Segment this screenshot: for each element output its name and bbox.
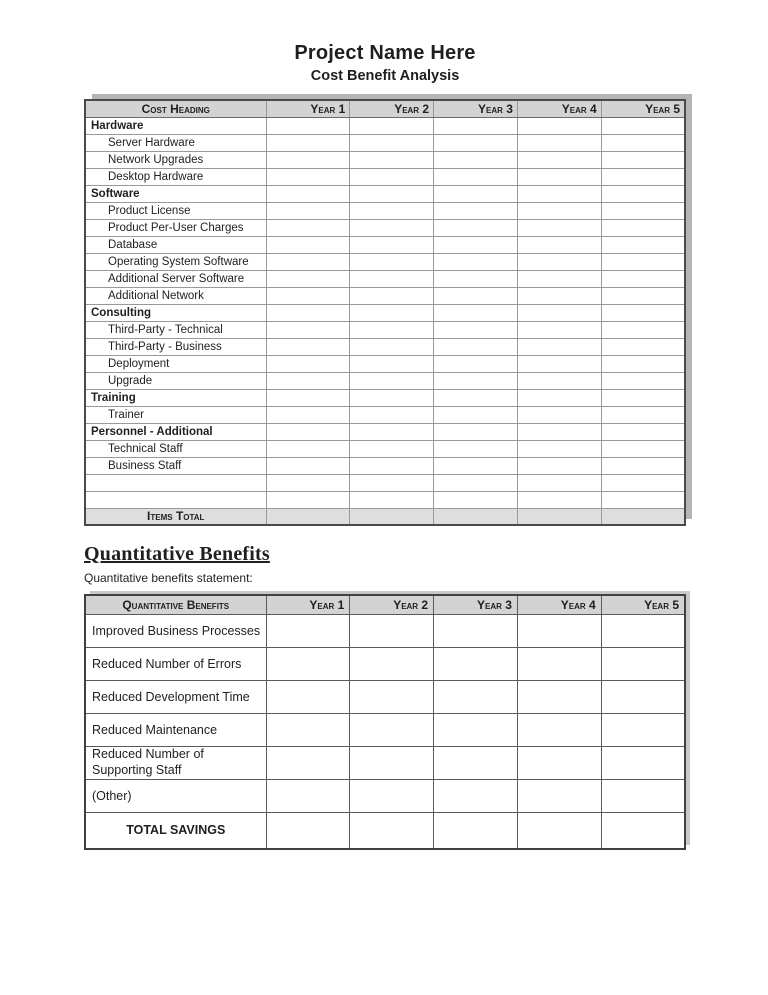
cost-table (84, 99, 686, 526)
year-cell (434, 423, 518, 440)
table-row (85, 338, 685, 355)
year-cell (517, 219, 601, 236)
table-row-blank (85, 474, 685, 491)
year-cell (350, 680, 434, 713)
year-cell (601, 151, 685, 168)
table-row (85, 304, 685, 321)
year-cell (601, 491, 685, 508)
year-cell (601, 185, 685, 202)
table-row (85, 440, 685, 457)
year-cell (517, 253, 601, 270)
year-cell (601, 457, 685, 474)
benefit-row-label: Reduced Development Time (85, 680, 266, 713)
table-row (85, 270, 685, 287)
year-cell (517, 680, 601, 713)
year-cell (601, 614, 685, 647)
year-cell (350, 202, 434, 219)
cost-row-label: Upgrade (85, 372, 266, 389)
year-cell (601, 474, 685, 491)
year-cell (266, 779, 350, 812)
year-cell (266, 647, 350, 680)
table-row (85, 321, 685, 338)
cost-row-label: Desktop Hardware (85, 168, 266, 185)
table-row (85, 151, 685, 168)
cost-row-label: Business Staff (85, 457, 266, 474)
year-cell (434, 779, 518, 812)
year-cell (266, 372, 350, 389)
year-cell (601, 812, 685, 849)
year-cell (601, 508, 685, 525)
year-cell (601, 680, 685, 713)
year-cell (350, 474, 434, 491)
year-cell (434, 117, 518, 134)
year-cell (517, 151, 601, 168)
year-cell (350, 440, 434, 457)
year-cell (434, 304, 518, 321)
year-cell (350, 270, 434, 287)
year-cell (266, 406, 350, 423)
year-cell (266, 321, 350, 338)
year-cell (434, 270, 518, 287)
year-cell (601, 321, 685, 338)
year-cell (434, 713, 518, 746)
year-cell (434, 647, 518, 680)
year-cell (517, 321, 601, 338)
year-cell (434, 614, 518, 647)
year-cell (517, 812, 601, 849)
year-cell (434, 287, 518, 304)
year-cell (266, 287, 350, 304)
table-row (85, 457, 685, 474)
table-row (85, 168, 685, 185)
total-savings-row (85, 812, 685, 849)
cost-row-label: Product License (85, 202, 266, 219)
year-cell (266, 713, 350, 746)
total-savings-label: TOTAL SAVINGS (85, 812, 266, 849)
year-cell (517, 134, 601, 151)
year-cell (434, 236, 518, 253)
year-cell (601, 372, 685, 389)
year-cell (517, 713, 601, 746)
year-cell (350, 236, 434, 253)
year-cell (266, 440, 350, 457)
year-cell (350, 647, 434, 680)
cost-row-label: Training (85, 389, 266, 406)
year-cell (350, 185, 434, 202)
year-cell (517, 779, 601, 812)
year-cell (517, 185, 601, 202)
year-cell (601, 168, 685, 185)
year-cell (434, 202, 518, 219)
year-cell (266, 253, 350, 270)
year-cell (601, 423, 685, 440)
year-cell (517, 304, 601, 321)
cost-row-label: Third-Party - Business (85, 338, 266, 355)
cost-row-label: Server Hardware (85, 134, 266, 151)
year-1-header: Year 1 (266, 100, 350, 117)
year-cell (350, 614, 434, 647)
year-4-header: Year 4 (517, 595, 601, 614)
year-4-header: Year 4 (517, 100, 601, 117)
year-cell (517, 423, 601, 440)
year-cell (266, 270, 350, 287)
year-cell (350, 746, 434, 779)
year-cell (517, 270, 601, 287)
year-cell (350, 372, 434, 389)
table-row (85, 746, 685, 779)
year-cell (517, 508, 601, 525)
year-cell (350, 491, 434, 508)
year-cell (266, 236, 350, 253)
page-subtitle: Cost Benefit Analysis (310, 68, 460, 84)
year-cell (601, 746, 685, 779)
year-cell (601, 270, 685, 287)
table-row (85, 779, 685, 812)
table-row (85, 134, 685, 151)
year-cell (434, 746, 518, 779)
year-cell (601, 440, 685, 457)
table-row (85, 647, 685, 680)
year-1-header: Year 1 (266, 595, 350, 614)
cost-row-label: Personnel - Additional (85, 423, 266, 440)
year-cell (434, 219, 518, 236)
year-cell (434, 168, 518, 185)
year-cell (266, 474, 350, 491)
benefits-section-heading: Quantitative Benefits (84, 543, 270, 565)
year-cell (350, 338, 434, 355)
cost-row-label (85, 491, 266, 508)
year-5-header: Year 5 (601, 595, 685, 614)
year-cell (266, 117, 350, 134)
year-5-header: Year 5 (601, 100, 685, 117)
table-row-blank (85, 491, 685, 508)
year-cell (434, 508, 518, 525)
year-cell (266, 423, 350, 440)
year-cell (601, 219, 685, 236)
year-cell (517, 389, 601, 406)
cost-row-label: Third-Party - Technical (85, 321, 266, 338)
cost-row-label: Trainer (85, 406, 266, 423)
year-cell (434, 185, 518, 202)
year-cell (266, 457, 350, 474)
year-cell (350, 287, 434, 304)
year-cell (266, 812, 350, 849)
benefit-row-label: Improved Business Processes (85, 614, 266, 647)
year-cell (434, 338, 518, 355)
year-cell (517, 287, 601, 304)
benefits-heading-header: Quantitative Benefits (85, 595, 266, 614)
year-cell (266, 185, 350, 202)
table-row (85, 713, 685, 746)
year-cell (517, 372, 601, 389)
year-cell (517, 647, 601, 680)
cost-row-label: Additional Server Software (85, 270, 266, 287)
year-cell (350, 508, 434, 525)
benefit-row-label-text: Reduced Number of Supporting Staff (92, 746, 204, 777)
year-cell (350, 304, 434, 321)
year-cell (350, 713, 434, 746)
year-cell (517, 236, 601, 253)
year-cell (601, 713, 685, 746)
benefits-statement: Quantitative benefits statement: (84, 571, 253, 585)
year-cell (601, 338, 685, 355)
year-cell (434, 474, 518, 491)
year-3-header: Year 3 (434, 595, 518, 614)
year-cell (266, 491, 350, 508)
page-title: Project Name Here (294, 42, 476, 64)
year-cell (517, 457, 601, 474)
year-cell (266, 389, 350, 406)
year-cell (266, 134, 350, 151)
cost-heading-header: Cost Heading (85, 100, 266, 117)
items-total-label: Items Total (85, 508, 266, 525)
year-cell (266, 219, 350, 236)
year-cell (434, 491, 518, 508)
year-cell (266, 508, 350, 525)
year-cell (350, 219, 434, 236)
year-cell (350, 355, 434, 372)
benefit-row-label: (Other) (85, 779, 266, 812)
year-2-header: Year 2 (350, 100, 434, 117)
cost-table-header-row (85, 100, 685, 117)
table-row (85, 355, 685, 372)
year-cell (601, 779, 685, 812)
year-cell (434, 389, 518, 406)
year-cell (601, 389, 685, 406)
table-row (85, 406, 685, 423)
table-row (85, 423, 685, 440)
benefit-row-label: Reduced Number of Errors (85, 647, 266, 680)
year-cell (266, 614, 350, 647)
year-cell (266, 151, 350, 168)
table-row (85, 253, 685, 270)
year-cell (517, 406, 601, 423)
year-cell (434, 406, 518, 423)
year-cell (517, 746, 601, 779)
year-cell (350, 779, 434, 812)
cost-row-label: Deployment (85, 355, 266, 372)
table-row (85, 117, 685, 134)
year-cell (434, 680, 518, 713)
year-cell (434, 253, 518, 270)
cost-row-label: Product Per-User Charges (85, 219, 266, 236)
year-2-header: Year 2 (350, 595, 434, 614)
year-cell (601, 647, 685, 680)
benefit-row-label (85, 746, 266, 779)
table-row (85, 236, 685, 253)
year-cell (601, 304, 685, 321)
year-cell (517, 491, 601, 508)
year-cell (517, 338, 601, 355)
year-cell (266, 355, 350, 372)
year-cell (350, 321, 434, 338)
year-cell (266, 338, 350, 355)
year-cell (350, 406, 434, 423)
table-row (85, 372, 685, 389)
table-row (85, 614, 685, 647)
year-cell (601, 236, 685, 253)
cost-row-label: Additional Network (85, 287, 266, 304)
year-cell (517, 202, 601, 219)
year-cell (350, 389, 434, 406)
table-row (85, 185, 685, 202)
items-total-row (85, 508, 685, 525)
table-row (85, 680, 685, 713)
year-cell (601, 134, 685, 151)
benefits-table-header-row (85, 595, 685, 614)
year-cell (517, 168, 601, 185)
year-cell (517, 440, 601, 457)
year-cell (434, 151, 518, 168)
cost-row-label: Technical Staff (85, 440, 266, 457)
year-cell (266, 746, 350, 779)
year-cell (601, 287, 685, 304)
year-cell (517, 117, 601, 134)
year-3-header: Year 3 (434, 100, 518, 117)
table-row (85, 287, 685, 304)
cost-row-label: Consulting (85, 304, 266, 321)
year-cell (517, 474, 601, 491)
year-cell (266, 168, 350, 185)
year-cell (434, 372, 518, 389)
year-cell (266, 202, 350, 219)
year-cell (350, 457, 434, 474)
year-cell (601, 253, 685, 270)
year-cell (517, 355, 601, 372)
benefits-table (84, 594, 686, 850)
year-cell (601, 406, 685, 423)
year-cell (350, 134, 434, 151)
year-cell (517, 614, 601, 647)
year-cell (434, 134, 518, 151)
year-cell (434, 812, 518, 849)
year-cell (601, 117, 685, 134)
year-cell (601, 355, 685, 372)
year-cell (350, 253, 434, 270)
cost-row-label: Operating System Software (85, 253, 266, 270)
cost-row-label (85, 474, 266, 491)
year-cell (601, 202, 685, 219)
year-cell (350, 117, 434, 134)
benefit-row-label: Reduced Maintenance (85, 713, 266, 746)
cost-row-label: Software (85, 185, 266, 202)
year-cell (434, 457, 518, 474)
year-cell (434, 355, 518, 372)
table-row (85, 389, 685, 406)
year-cell (350, 812, 434, 849)
year-cell (434, 321, 518, 338)
year-cell (350, 423, 434, 440)
table-row (85, 219, 685, 236)
year-cell (350, 151, 434, 168)
year-cell (266, 680, 350, 713)
year-cell (350, 168, 434, 185)
cost-row-label: Hardware (85, 117, 266, 134)
year-cell (266, 304, 350, 321)
cost-row-label: Database (85, 236, 266, 253)
year-cell (434, 440, 518, 457)
cost-row-label: Network Upgrades (85, 151, 266, 168)
table-row (85, 202, 685, 219)
